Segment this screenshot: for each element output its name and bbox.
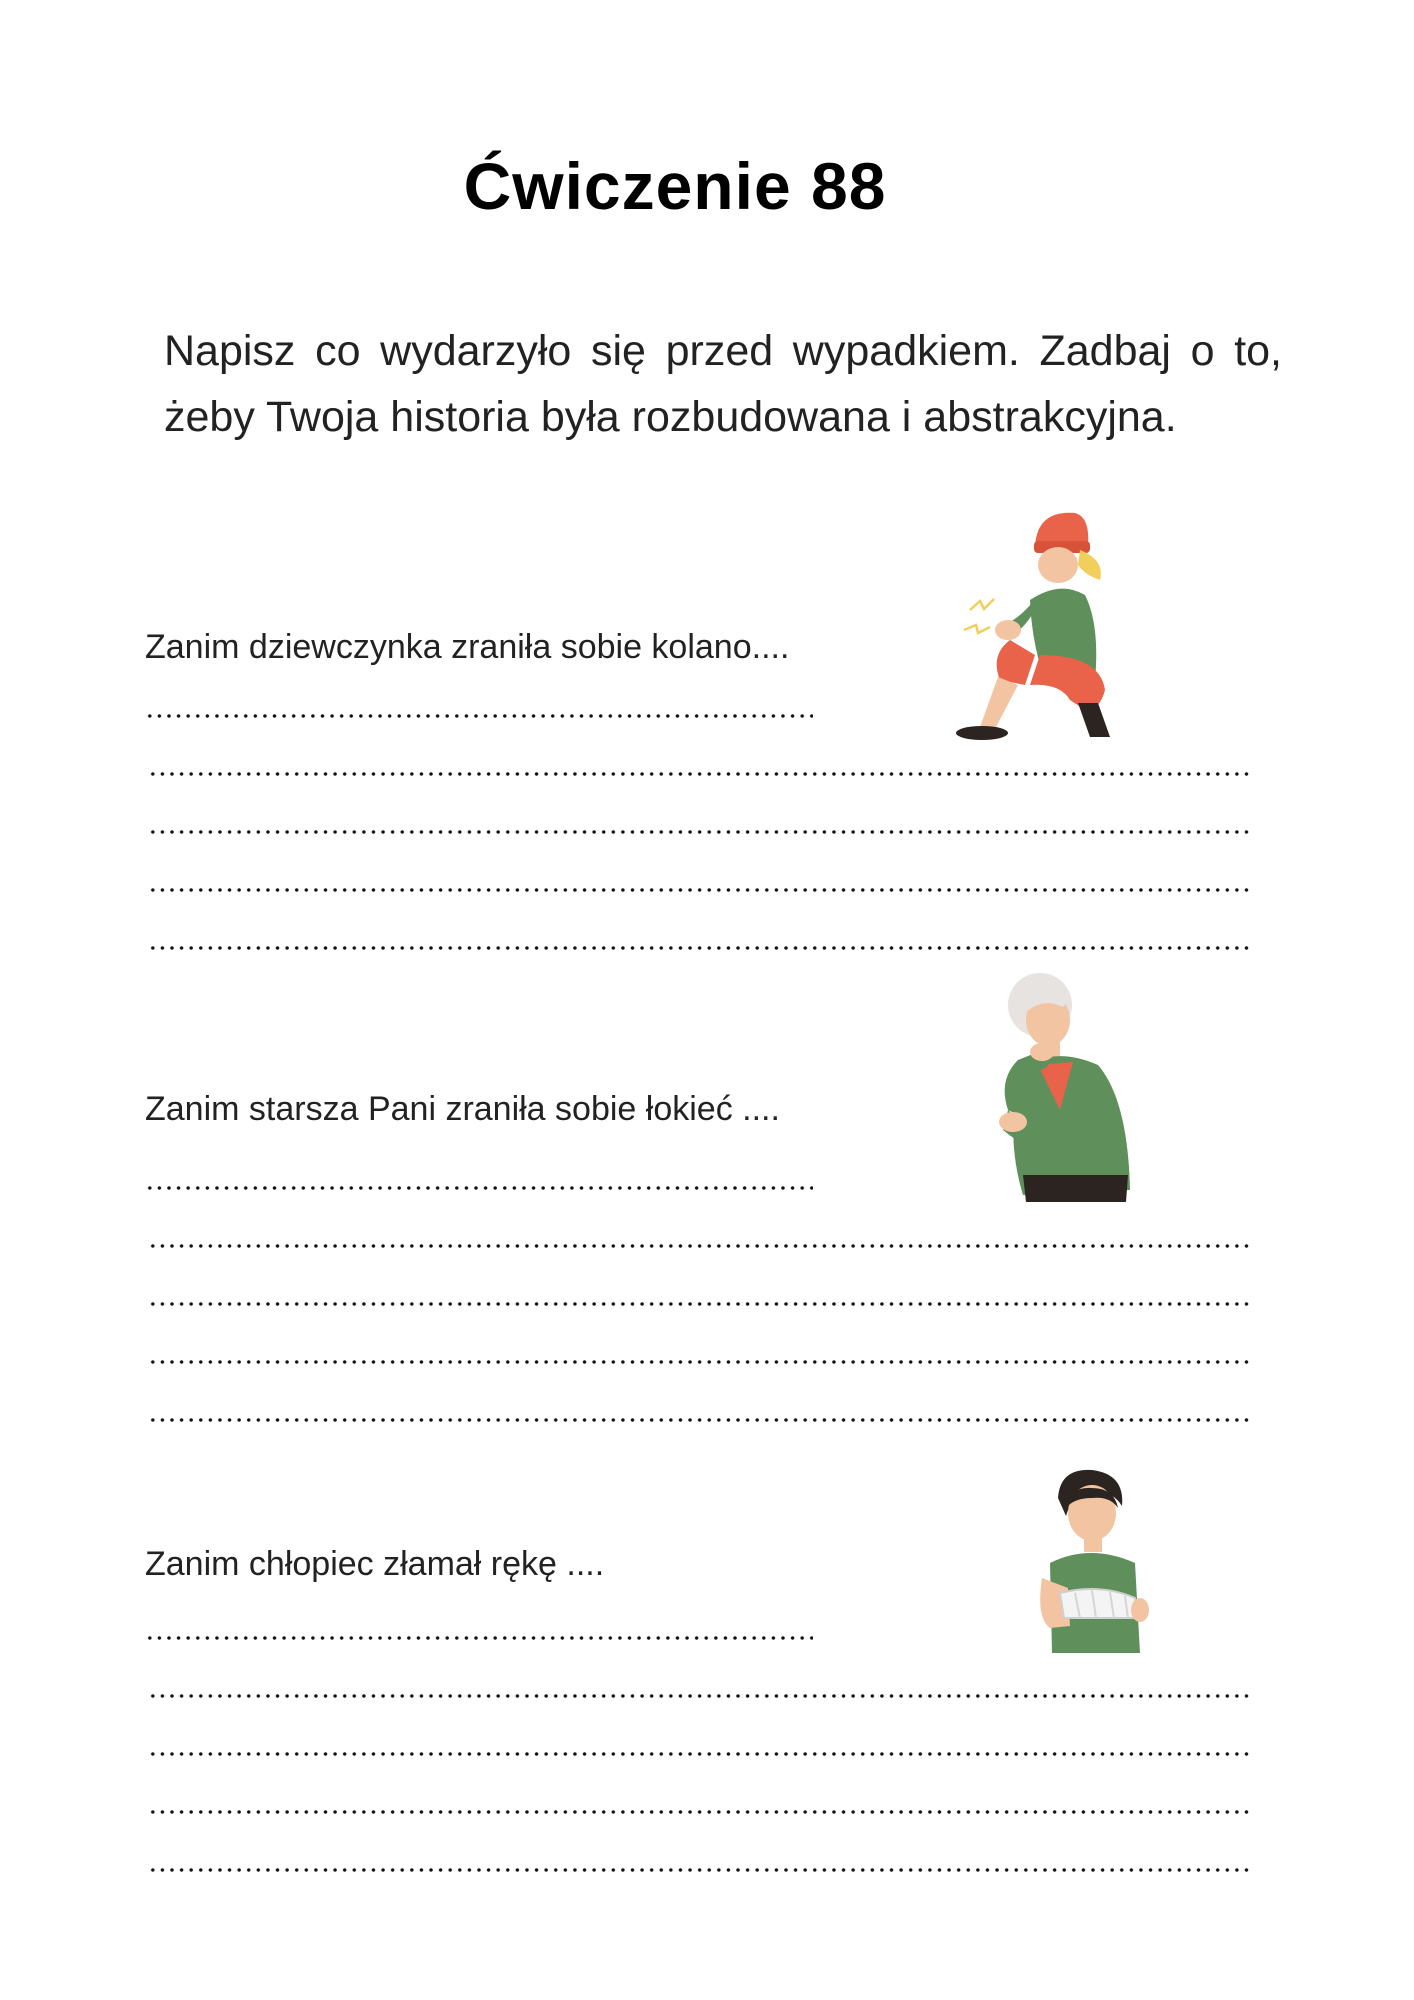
prompt-text: Zanim starsza Pani zraniła sobie łokieć .... bbox=[145, 1090, 780, 1128]
girl-injured-knee-illustration bbox=[950, 505, 1135, 750]
writing-line[interactable] bbox=[148, 1244, 1253, 1248]
writing-line[interactable] bbox=[148, 1360, 1253, 1364]
prompt-text: Zanim chłopiec złamał rękę .... bbox=[145, 1545, 605, 1583]
writing-line[interactable] bbox=[148, 1810, 1253, 1814]
writing-line[interactable] bbox=[145, 1186, 813, 1190]
writing-line[interactable] bbox=[148, 1418, 1253, 1422]
writing-line[interactable] bbox=[148, 946, 1253, 950]
writing-line[interactable] bbox=[148, 1302, 1253, 1306]
writing-line[interactable] bbox=[148, 888, 1253, 892]
writing-line[interactable] bbox=[145, 1636, 813, 1640]
instruction-text: Napisz co wydarzyło się przed wypadkiem. Zadbaj o to, żeby Twoja historia była rozbudowana i abstrakcyjna. bbox=[164, 327, 1282, 441]
writing-line[interactable] bbox=[148, 1694, 1253, 1698]
writing-line[interactable] bbox=[148, 772, 1253, 776]
writing-line[interactable] bbox=[145, 714, 813, 718]
page-title: Ćwiczenie 88 bbox=[463, 149, 887, 223]
writing-line[interactable] bbox=[148, 1868, 1253, 1872]
boy-broken-arm-illustration bbox=[1030, 1468, 1155, 1658]
elderly-woman-elbow-illustration bbox=[978, 970, 1163, 1210]
writing-line[interactable] bbox=[148, 1752, 1253, 1756]
writing-line[interactable] bbox=[148, 830, 1253, 834]
prompt-text: Zanim dziewczynka zraniła sobie kolano.... bbox=[145, 628, 790, 666]
